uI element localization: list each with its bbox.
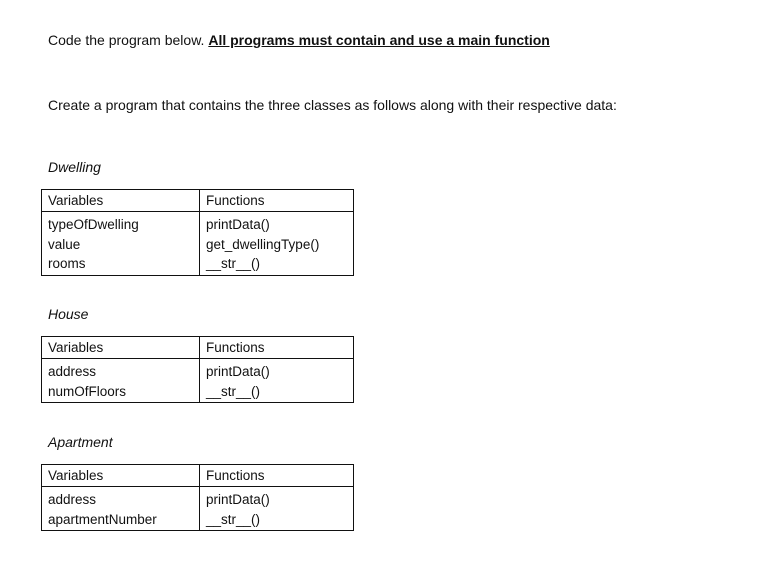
class-title-dwelling: Dwelling [48,159,101,175]
table-header-row [42,190,354,212]
variables-header: Variables [42,337,200,359]
class-table-house [41,336,354,403]
variables-cell [42,359,200,403]
variable-item: value [48,236,81,252]
variables-header: Variables [42,465,200,487]
functions-header: Functions [200,190,354,212]
functions-header: Functions [200,337,354,359]
functions-cell [200,487,354,531]
intro-prefix: Code the program below. [48,32,209,48]
function-item: printData() [206,217,270,232]
class-title-house: House [48,306,89,322]
intro-instruction [48,31,550,49]
function-item: printData() [206,364,270,379]
function-item: __str__() [206,383,261,399]
function-item: __str__() [206,256,261,271]
variables-cell [42,212,200,276]
function-item: get_dwellingType() [206,236,320,252]
variable-item: rooms [48,256,86,271]
variable-item: numOfFloors [48,383,127,399]
main-function-requirement: All programs must contain and use a main function [208,32,550,48]
functions-cell [200,359,354,403]
variables-header: Variables [42,190,200,212]
table-body-row [42,212,354,276]
class-title-apartment: Apartment [48,434,113,450]
table-body-row [42,487,354,531]
class-table-dwelling [41,189,354,276]
function-item: printData() [206,492,270,507]
function-item: __str__() [206,511,261,527]
task-description: Create a program that contains the three classes as follows along with their respective data: [48,97,617,113]
table-header-row [42,465,354,487]
variables-cell [42,487,200,531]
variable-item: apartmentNumber [48,511,157,527]
table-body-row [42,359,354,403]
variable-item: typeOfDwelling [48,217,139,232]
functions-cell [200,212,354,276]
table-header-row [42,337,354,359]
functions-header: Functions [200,465,354,487]
variable-item: address [48,364,97,379]
variable-item: address [48,492,97,507]
class-table-apartment [41,464,354,531]
